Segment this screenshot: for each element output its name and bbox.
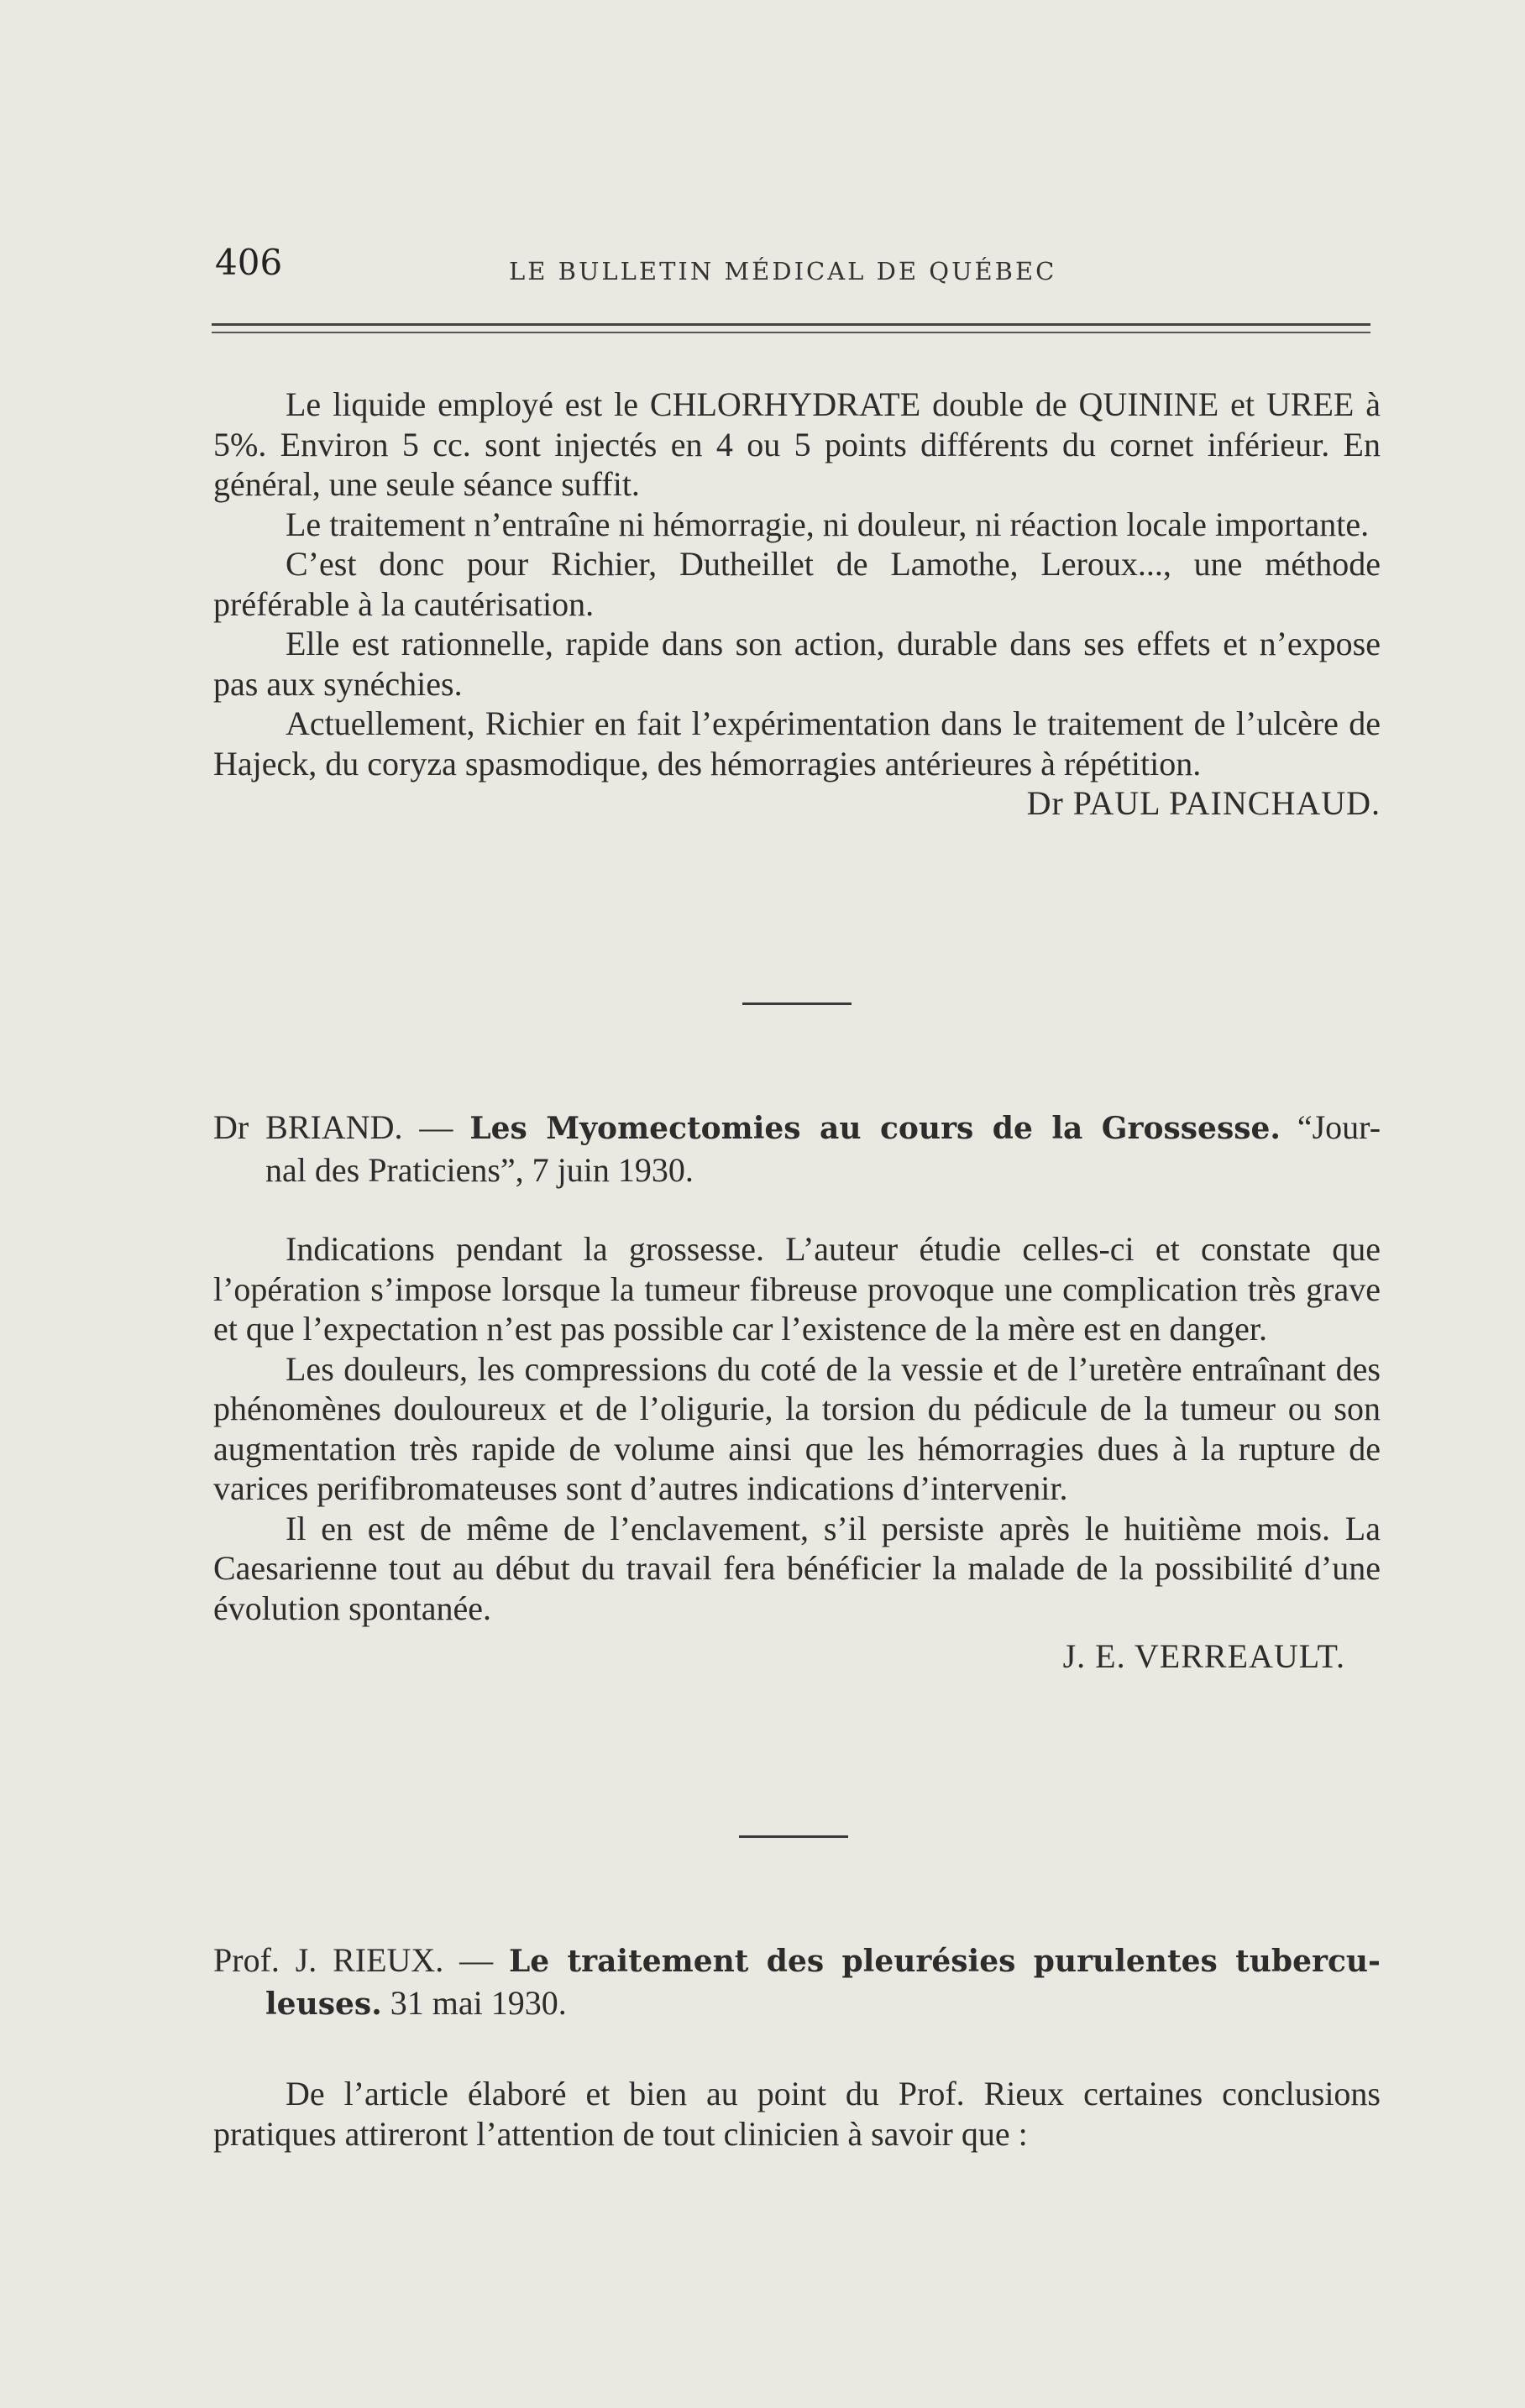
article3-heading	[213, 1939, 1381, 2025]
article1-paragraph-2: Le traitement n’entraîne ni hémorragie, ni douleur, ni réaction locale importante.	[286, 505, 1370, 543]
article1-body	[213, 385, 1381, 824]
article3-author: Prof. J. RIEUX. —	[213, 1941, 494, 1979]
article3-heading-line2	[213, 1982, 1381, 2025]
header-rule	[212, 323, 1370, 326]
running-title: LE BULLETIN MÉDICAL DE QUÉBEC	[509, 257, 1057, 285]
header-rule-secondary	[212, 332, 1370, 333]
article2-paragraph-2: Les douleurs, les compressions du coté de la vessie et de l’uretère entraînant des phénomènes douloureux et de l’oligurie, la torsion du pédicule de la tumeur ou son augmentation très rapide de volume ainsi que les hémorragies dues à la rupture de varices perifibromateuses sont d’autres indications d’intervenir.	[213, 1349, 1381, 1507]
article3-date: 31 mai 1930.	[390, 1984, 567, 2022]
article2-paragraph-3: Il en est de même de l’enclavement, s’il persiste après le huitième mois. La Caesarienne tout au début du travail fera bénéficier la malade de la possibilité d’une évolution spontanée.	[213, 1509, 1381, 1627]
article3-paragraph-1: De l’article élaboré et bien au point du Prof. Rieux certaines conclusions pratiques attireront l’attention de tout clinicien à savoir que :	[213, 2075, 1381, 2153]
article2-heading	[213, 1107, 1381, 1191]
article3-body	[213, 2074, 1381, 2154]
article2-paragraph-1: Indications pendant la grossesse. L’auteur étudie celles-ci et constate que l’opération s’impose lorsque la tumeur fibreuse provoque une complication très grave et que l’expectation n’est pas possible car l’existence de la mère est en danger.	[213, 1230, 1381, 1348]
article3-title: Le traitement des pleurésies purulentes tubercu-	[508, 1944, 1381, 1979]
article1-paragraph-3: C’est donc pour Richier, Dutheillet de Lamothe, Leroux..., une méthode préférable à la cautérisation.	[213, 545, 1381, 623]
article1-paragraph-1: Le liquide employé est le CHLORHYDRATE double de QUININE et UREE à 5%. Environ 5 cc. sont injectés en 4 ou 5 points différents du cornet inférieur. En général, une seule séance suffit.	[213, 385, 1381, 503]
article1-paragraph-4: Elle est rationnelle, rapide dans son action, durable dans ses effets et n’expose pas aux synéchies.	[213, 625, 1381, 703]
article2-author: Dr BRIAND. —	[213, 1108, 453, 1146]
article2-source-start: “Jour-	[1297, 1108, 1381, 1146]
section-separator-2	[739, 1835, 848, 1838]
article3-title-end: leuses.	[265, 1987, 382, 2022]
article3-heading-line1	[213, 1939, 1381, 1982]
article2-heading-line1	[213, 1107, 1381, 1149]
article2-body	[213, 1229, 1381, 1677]
section-separator-1	[742, 1002, 852, 1005]
page-number: 406	[215, 242, 283, 283]
article2-source: nal des Praticiens”, 7 juin 1930.	[265, 1151, 694, 1189]
article1-signature: Dr PAUL PAINCHAUD.	[1026, 784, 1381, 822]
article2-signature: J. E. VERREAULT.	[1062, 1637, 1345, 1675]
article1-paragraph-5: Actuellement, Richier en fait l’expérimentation dans le traitement de l’ulcère de Hajeck, du coryza spasmodique, des hémorragies antérieures à répétition.	[213, 704, 1381, 783]
article2-title: Les Myomectomies au cours de la Grossesse.	[469, 1111, 1281, 1146]
